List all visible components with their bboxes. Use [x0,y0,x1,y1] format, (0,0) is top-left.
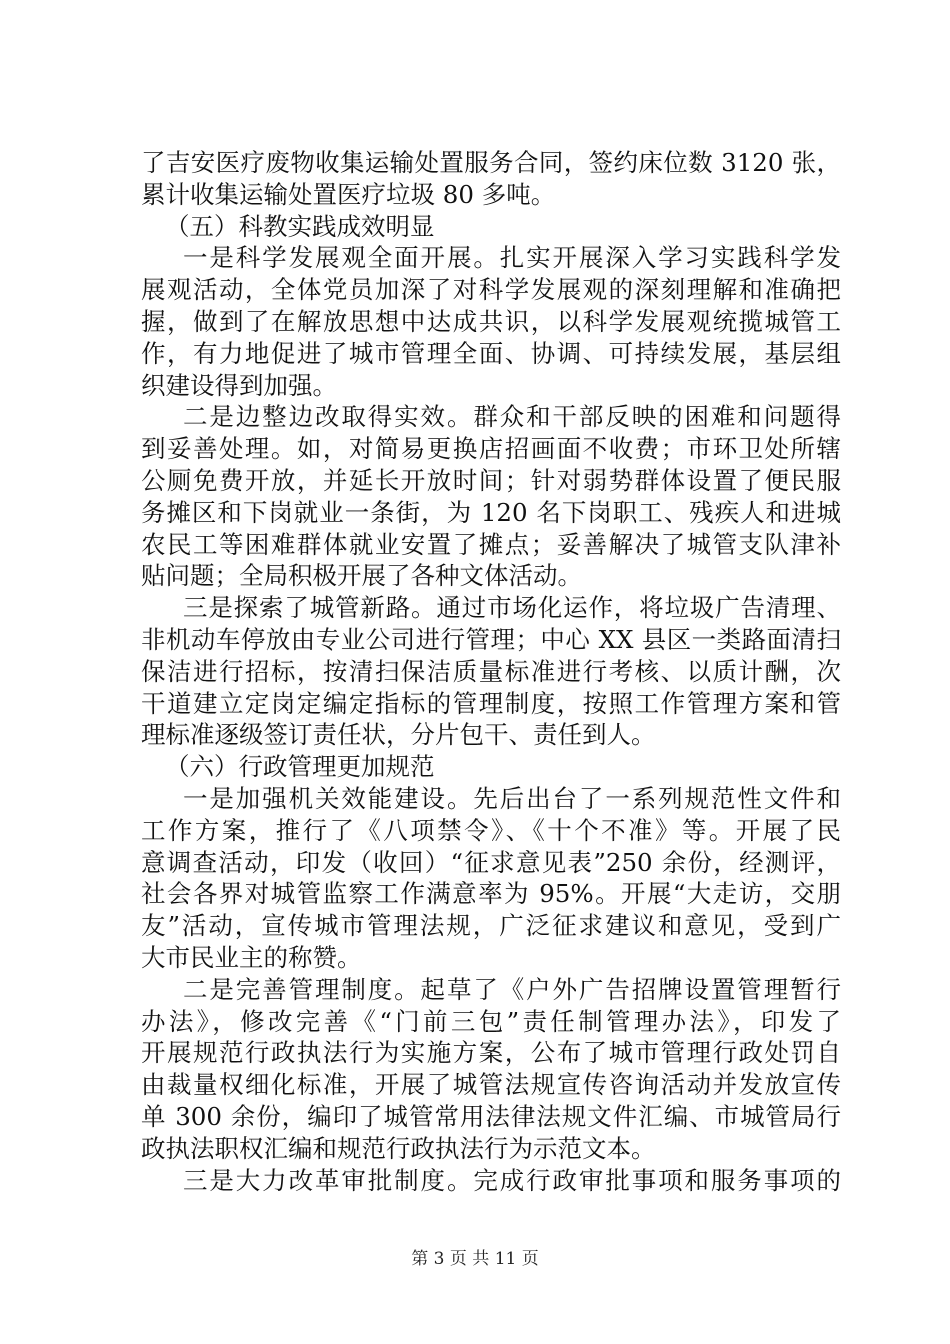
section-heading: （五）科教实践成效明显 [165,211,435,241]
text-line: 友”活动，宣传城市管理法规，广泛征求建议和意见，受到广 [141,911,841,941]
text-line: 公厕免费开放，并延长开放时间；针对弱势群体设置了便民服 [141,465,841,495]
page-footer: 第 3 页 共 11 页 [411,1249,539,1269]
text-line: 单 300 余份，编印了城管常用法律法规文件汇编、市城管局行 [141,1101,841,1131]
text-line: 作，有力地促进了城市管理全面、协调、可持续发展，基层组 [141,338,841,368]
text-line: 三是大力改革审批制度。完成行政审批事项和服务事项的 [183,1165,841,1195]
text-line: 政执法职权汇编和规范行政执法行为示范文本。 [141,1133,656,1163]
text-line: 大市民业主的称赞。 [141,942,362,972]
text-line: 干道建立定岗定编定指标的管理制度，按照工作管理方案和管 [141,688,841,718]
text-line: 非机动车停放由专业公司进行管理；中心 XX 县区一类路面清扫 [141,624,841,654]
text-line: 三是探索了城管新路。通过市场化运作，将垃圾广告清理、 [183,593,841,623]
text-line: 意调查活动，印发（收回）“征求意见表”250 余份，经测评， [141,847,841,877]
text-line: 到妥善处理。如，对简易更换店招画面不收费；市环卫处所辖 [141,434,841,464]
text-line: 二是完善管理制度。起草了《户外广告招牌设置管理暂行 [183,974,841,1004]
text-line: 贴问题；全局积极开展了各种文体活动。 [141,561,582,591]
text-line: 握，做到了在解放思想中达成共识，以科学发展观统揽城管工 [141,306,841,336]
text-line: 社会各界对城管监察工作满意率为 95%。开展“大走访，交朋 [141,879,841,909]
document-body [141,147,841,1196]
section-heading: （六）行政管理更加规范 [165,752,435,782]
text-line: 理标准逐级签订责任状，分片包干、责任到人。 [141,720,656,750]
text-line: 办法》，修改完善《“门前三包”责任制管理办法》，印发了 [141,1006,841,1036]
text-line: 了吉安医疗废物收集运输处置服务合同，签约床位数 3120 张， [141,148,841,177]
text-line: 展观活动，全体党员加深了对科学发展观的深刻理解和准确把 [141,275,841,305]
text-line: 织建设得到加强。 [141,370,337,400]
text-line: 累计收集运输处置医疗垃圾 80 多吨。 [141,179,556,209]
text-line: 一是加强机关效能建设。先后出台了一系列规范性文件和 [183,783,841,813]
text-line: 务摊区和下岗就业一条街，为 120 名下岗职工、残疾人和进城 [141,497,841,527]
text-line: 工作方案，推行了《八项禁令》、《十个不准》等。开展了民 [141,815,841,845]
text-line: 保洁进行招标，按清扫保洁质量标准进行考核、以质计酬，次 [141,656,841,686]
text-line: 二是边整边改取得实效。群众和干部反映的困难和问题得 [183,402,841,432]
text-line: 一是科学发展观全面开展。扎实开展深入学习实践科学发 [183,243,841,273]
text-line: 由裁量权细化标准，开展了城管法规宣传咨询活动并发放宣传 [141,1070,841,1100]
text-line: 开展规范行政执法行为实施方案，公布了城市管理行政处罚自 [141,1038,841,1068]
text-line: 农民工等困难群体就业安置了摊点；妥善解决了城管支队津补 [141,529,841,559]
